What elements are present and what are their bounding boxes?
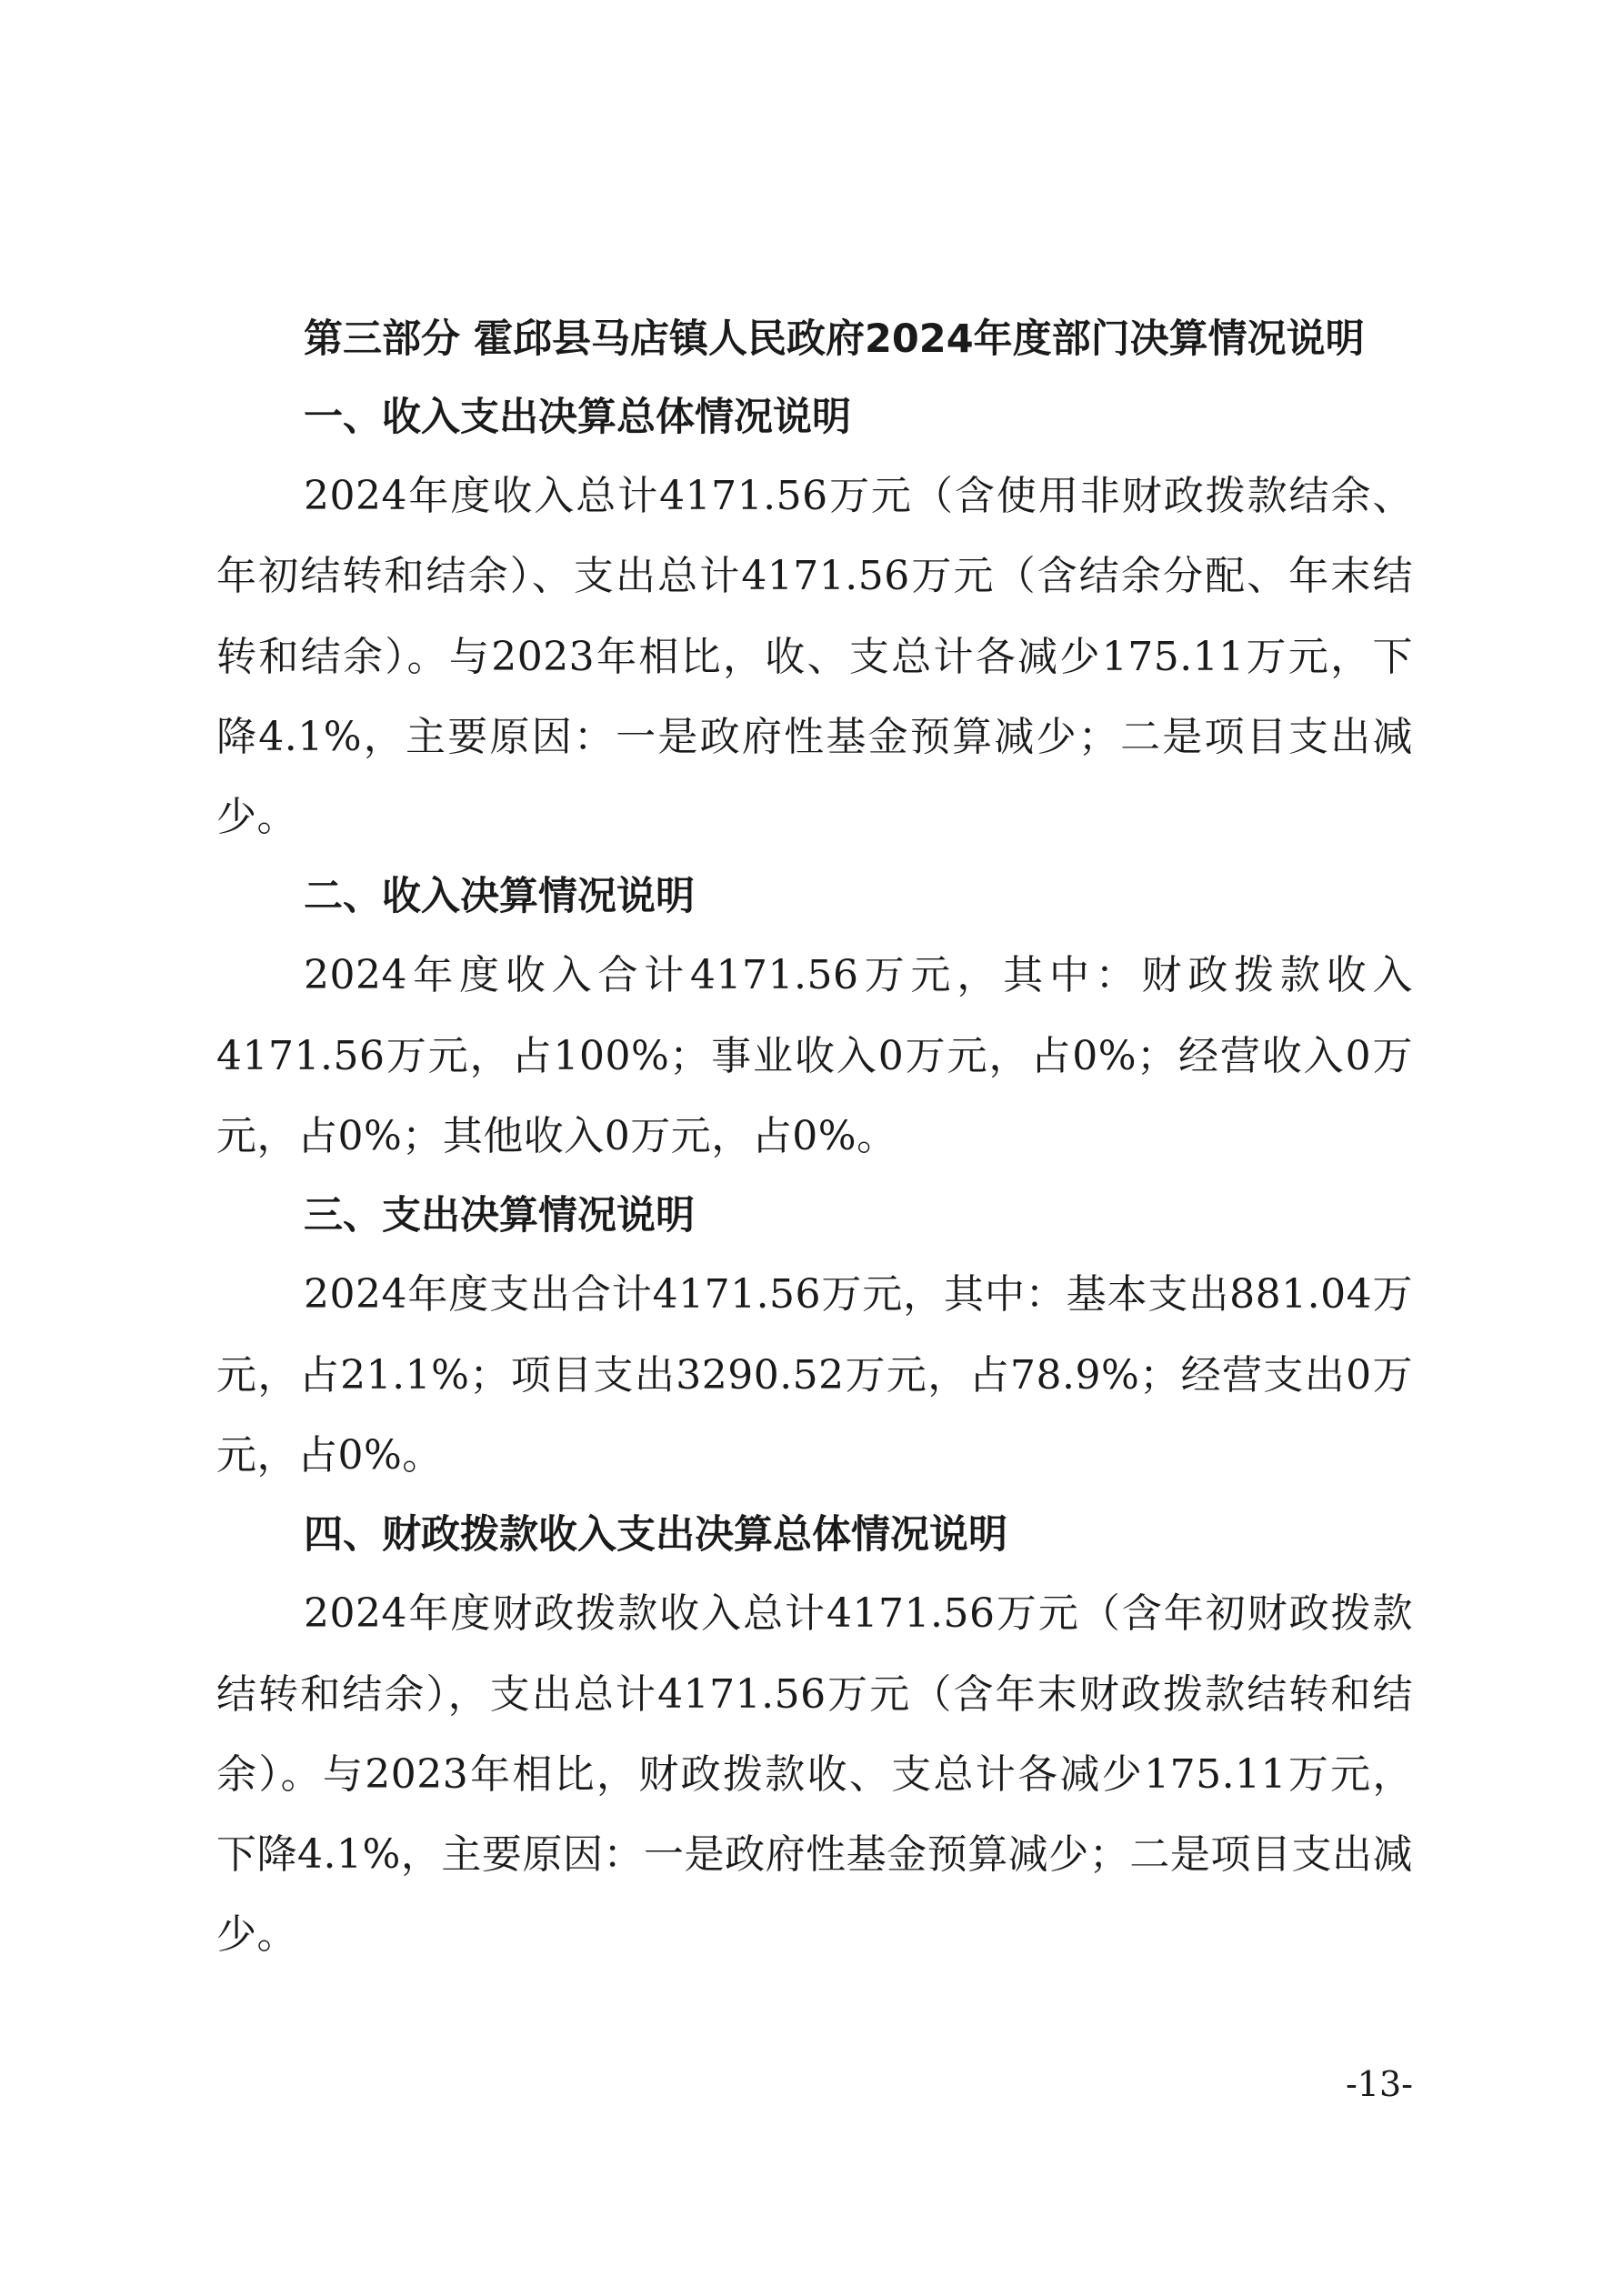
section-heading-4: 四、财政拨款收入支出决算总体情况说明 — [304, 1512, 1007, 1559]
section-heading-3: 三、支出决算情况说明 — [304, 1193, 695, 1239]
section-heading-2: 二、收入决算情况说明 — [304, 874, 695, 920]
section-paragraph-2: 2024年度收入合计4171.56万元，其中：财政拨款收入4171.56万元，占100%；事业收入0万元，占0%；经营收入0万元，占0%；其他收入0万元，占0%。 — [216, 952, 1413, 1160]
document-title: 第三部分 霍邱县马店镇人民政府2024年度部门决算情况说明 — [304, 316, 1365, 362]
page-number: -13- — [1345, 2064, 1413, 2104]
section-paragraph-4: 2024年度财政拨款收入总计4171.56万元（含年初财政拨款结转和结余），支出总计4171.56万元（含年末财政拨款结转和结余）。与2023年相比，财政拨款收、支总计各减少175.11万元，下降4.1%，主要原因：一是政府性基金预算减少；二是项目支出减少。 — [216, 1590, 1413, 1959]
document-body — [216, 300, 1413, 1976]
section-paragraph-1: 2024年度收入总计4171.56万元（含使用非财政拨款结余、年初结转和结余）、支出总计4171.56万元（含结余分配、年末结转和结余）。与2023年相比，收、支总计各减少175.11万元，下降4.1%，主要原因：一是政府性基金预算减少；二是项目支出减少。 — [216, 473, 1413, 841]
section-heading-1: 一、收入支出决算总体情况说明 — [304, 395, 851, 440]
section-paragraph-3: 2024年度支出合计4171.56万元，其中：基本支出881.04万元，占21.1%；项目支出3290.52万元，占78.9%；经营支出0万元，占0%。 — [216, 1271, 1413, 1479]
